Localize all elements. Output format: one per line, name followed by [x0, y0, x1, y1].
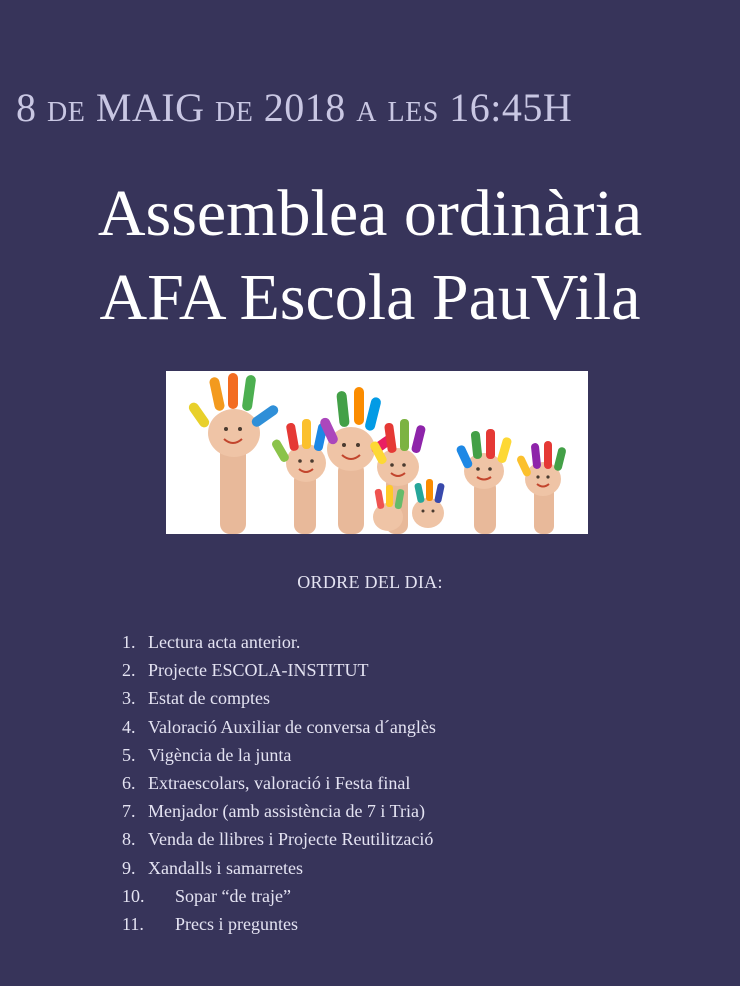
agenda-item-number: 5.: [122, 744, 136, 765]
agenda-item-number: 8.: [122, 829, 136, 850]
agenda-item: [122, 684, 702, 712]
agenda-item: [122, 741, 702, 769]
agenda-item: [122, 797, 702, 825]
agenda-list: [122, 628, 702, 938]
agenda-item: [122, 628, 702, 656]
agenda-item-text: Vigència de la junta: [148, 744, 292, 765]
agenda-item: [122, 910, 702, 938]
agenda-item: [122, 882, 702, 910]
hand-icon: [373, 485, 405, 531]
title-line-2: AFA Escola PauVila: [99, 261, 641, 334]
agenda-item-text: Venda de llibres i Projecte Reutilització: [148, 829, 434, 850]
agenda-item-number: 7.: [122, 801, 136, 822]
agenda-item: [122, 769, 702, 797]
agenda-item: [122, 656, 702, 684]
painted-hands-image: [166, 371, 588, 534]
hand-icon: [412, 479, 445, 528]
agenda-item-text: Estat de comptes: [148, 688, 270, 709]
agenda-item-text: Projecte ESCOLA-INSTITUT: [148, 660, 369, 681]
agenda-item-number: 2.: [122, 660, 136, 681]
agenda-heading: ORDRE DEL DIA:: [297, 572, 443, 592]
agenda-item-number: 6.: [122, 773, 136, 794]
agenda-item-number: 11.: [122, 914, 144, 935]
painted-hands-illustration: [166, 371, 588, 534]
agenda-item: [122, 854, 702, 882]
agenda-item-text: Menjador (amb assistència de 7 i Tria): [148, 801, 425, 822]
agenda-item-number: 9.: [122, 857, 136, 878]
meeting-date: 8 de MAIG de 2018 a les 16:45H: [16, 85, 573, 130]
agenda-item-number: 10.: [122, 885, 145, 906]
agenda-item-text: Valoració Auxiliar de conversa d´anglès: [148, 716, 436, 737]
agenda-item: [122, 825, 702, 853]
agenda-item-text: Precs i preguntes: [175, 914, 298, 935]
agenda-item-number: 3.: [122, 688, 136, 709]
agenda-item-number: 1.: [122, 632, 136, 652]
agenda-item-text: Lectura acta anterior.: [148, 632, 301, 652]
agenda-item-text: Sopar “de traje”: [175, 885, 291, 906]
page-title: [0, 172, 740, 340]
agenda-item-text: Extraescolars, valoració i Festa final: [148, 773, 411, 794]
agenda-item: [122, 713, 702, 741]
title-line-1: Assemblea ordinària: [97, 177, 643, 250]
agenda-item-text: Xandalls i samarretes: [148, 857, 303, 878]
agenda-item-number: 4.: [122, 716, 136, 737]
